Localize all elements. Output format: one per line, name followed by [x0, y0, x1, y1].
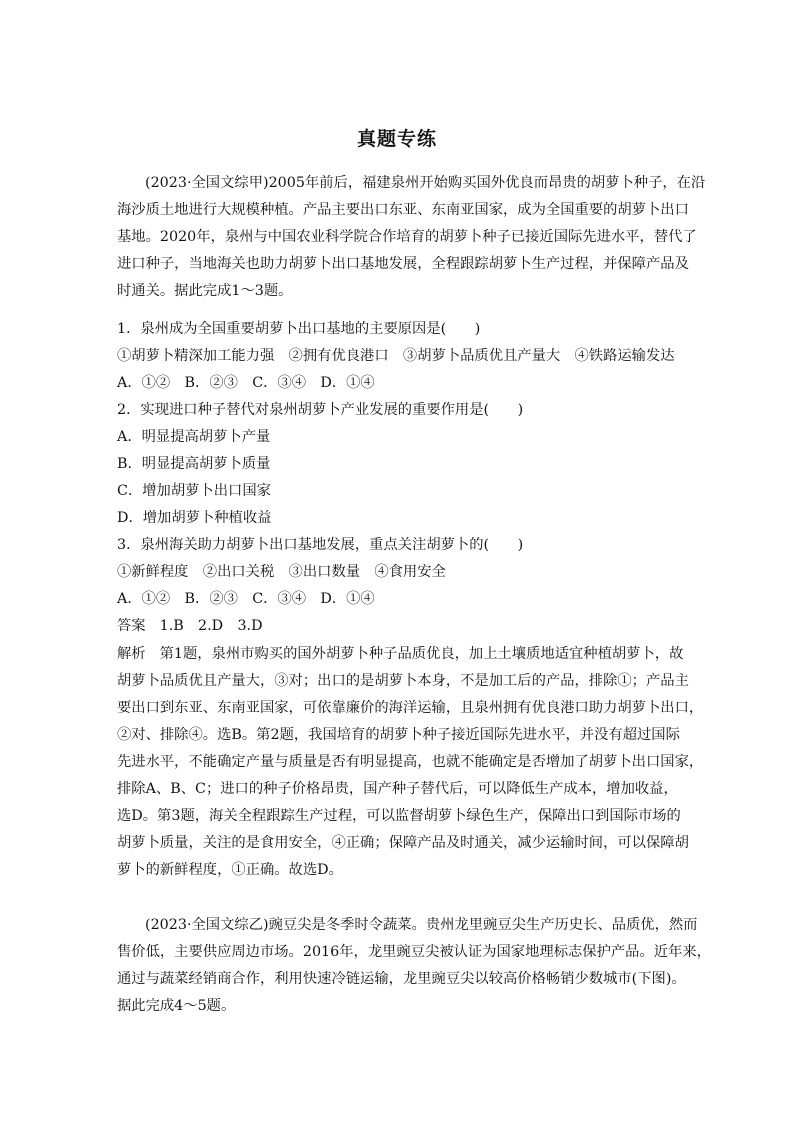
question-2-option-a: A．明显提高胡萝卜产量	[117, 429, 271, 445]
question-3-stem: 3．泉州海关助力胡萝卜出口基地发展，重点关注胡萝卜的( )	[117, 537, 524, 553]
passage-1-line: 时通关。据此完成1～3题。	[117, 283, 293, 299]
passage-2-line: (2023·全国文综乙)豌豆尖是冬季时令蔬菜。贵州龙里豌豆尖生产历史长、品质优，然而	[145, 917, 698, 933]
analysis-text: 第1题，泉州市购买的国外胡萝卜种子品质优良，加上土壤质地适宜种植胡萝卜，故	[159, 646, 684, 662]
passage-1-line: 基地。2020年，泉州与中国农业科学院合作培育的胡萝卜种子已接近国际先进水平，替代了	[117, 229, 697, 245]
question-1-options: A．①② B．②③ C．③④ D．①④	[117, 375, 375, 391]
answer-block	[117, 613, 679, 640]
question-2-option-b: B．明显提高胡萝卜质量	[117, 456, 271, 472]
question-1	[117, 316, 679, 397]
passage-1-line: 海沙质土地进行大规模种植。产品主要出口东亚、东南亚国家，成为全国重要的胡萝卜出口	[117, 202, 689, 218]
passage-1	[117, 170, 706, 305]
analysis-line: 要出口到东亚、东南亚国家，可依靠廉价的海洋运输，且泉州拥有优良港口助力胡萝卜出口，	[117, 700, 704, 716]
analysis-line: 胡萝卜品质优且产量大，③对；出口的是胡萝卜本身，不是加工后的产品，排除①；产品主	[117, 673, 689, 689]
question-3	[117, 532, 679, 613]
question-2-option-c: C．增加胡萝卜出口国家	[117, 483, 271, 499]
analysis-line	[117, 641, 684, 668]
analysis-line: 排除A、B、C；进口的种子价格昂贵，国产种子替代后，可以降低生产成本，增加收益，	[117, 781, 678, 797]
answer-text: 1.B 2.D 3.D	[159, 618, 263, 634]
passage-2-line: 售价低，主要供应周边市场。2016年，龙里豌豆尖被认证为国家地理标志保护产品。近年来，	[117, 944, 711, 960]
analysis-block	[117, 641, 704, 884]
passage-1-line: (2023·全国文综甲)2005年前后，福建泉州开始购买国外优良而昂贵的胡萝卜种子，在沿	[145, 175, 706, 191]
analysis-line: ②对、排除④。选B。第2题，我国培育的胡萝卜种子接近国际先进水平，并没有超过国际	[117, 727, 680, 743]
analysis-line: 选D。第3题，海关全程跟踪生产过程，可以监督胡萝卜绿色生产，保障出口到国际市场的	[117, 808, 681, 824]
passage-2-line: 据此完成4～5题。	[117, 998, 236, 1014]
analysis-label: 解析	[117, 646, 146, 662]
question-1-items: ①胡萝卜精深加工能力强 ②拥有优良港口 ③胡萝卜品质优且产量大 ④铁路运输发达	[117, 348, 675, 364]
question-2-stem: 2．实现进口种子替代对泉州胡萝卜产业发展的重要作用是( )	[117, 402, 524, 418]
answer-line	[117, 613, 679, 640]
analysis-line: 萝卜的新鲜程度，①正确。故选D。	[117, 862, 343, 878]
question-3-items: ①新鲜程度 ②出口关税 ③出口数量 ④食用安全	[117, 564, 446, 580]
question-1-stem: 1．泉州成为全国重要胡萝卜出口基地的主要原因是( )	[117, 321, 481, 337]
answer-label: 答案	[117, 618, 146, 634]
passage-1-line: 进口种子，当地海关也助力胡萝卜出口基地发展，全程跟踪胡萝卜生产过程，并保障产品及	[117, 256, 689, 272]
question-3-options: A．①② B．②③ C．③④ D．①④	[117, 591, 375, 607]
passage-2-line: 通过与蔬菜经销商合作，利用快速冷链运输，龙里豌豆尖以较高价格畅销少数城市(下图)。	[117, 971, 686, 987]
passage-2	[117, 912, 711, 1020]
question-2-option-d: D．增加胡萝卜种植收益	[117, 510, 272, 526]
analysis-line: 胡萝卜质量，关注的是食用安全，④正确；保障产品及时通关，减少运输时间，可以保障胡	[117, 835, 689, 851]
question-2	[117, 397, 679, 532]
analysis-line: 先进水平，不能确定产量与质量是否有明显提高，也就不能确定是否增加了胡萝卜出口国家，	[117, 754, 704, 770]
page-title: 真题专练	[356, 128, 437, 150]
